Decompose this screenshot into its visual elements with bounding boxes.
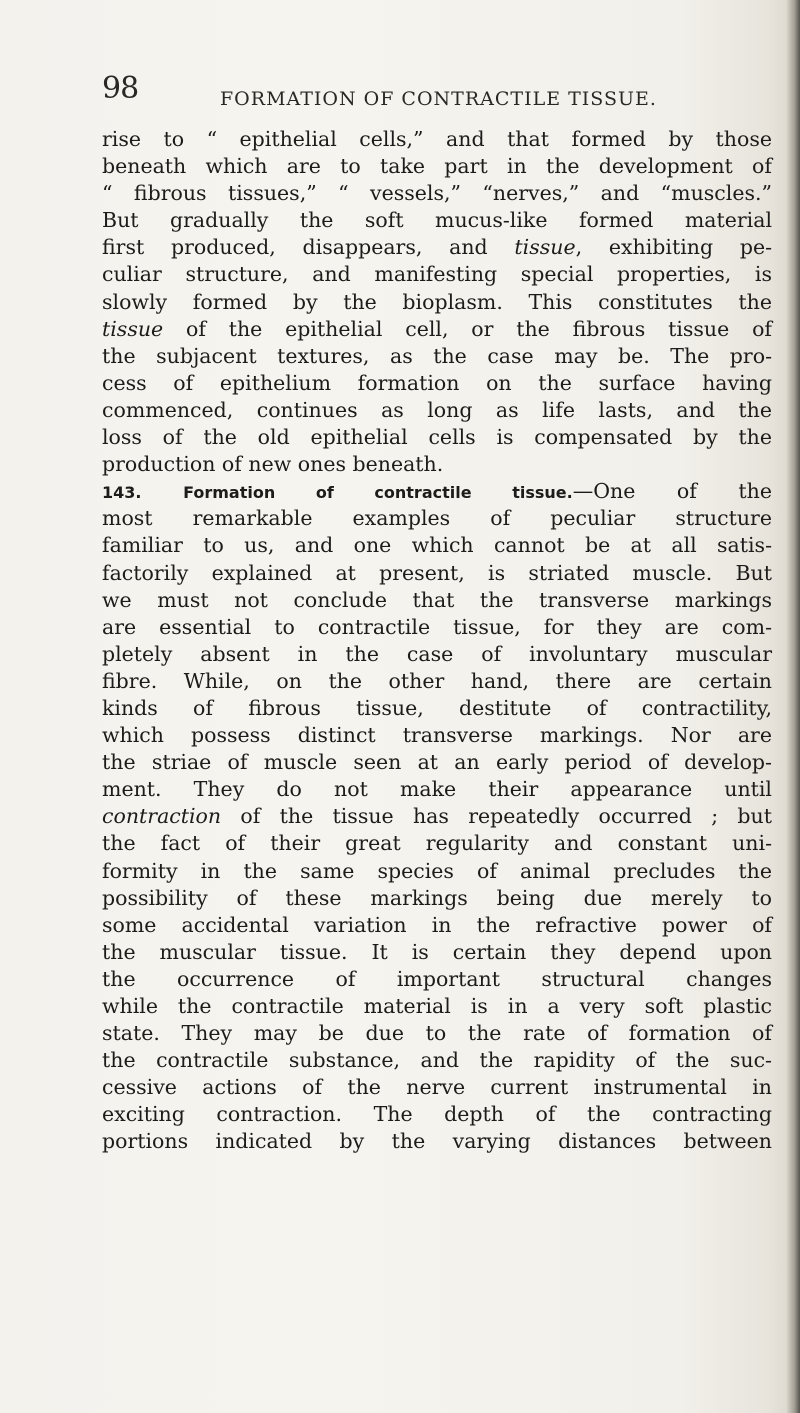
text-line: the contractile substance, and the rapidity of the suc- <box>102 1048 772 1073</box>
text-line: the occurrence of important structural changes <box>102 966 772 991</box>
text-line: we must not conclude that the transverse markings <box>102 587 772 612</box>
text-line: culiar structure, and manifesting special properties, is <box>102 262 772 287</box>
text-line: kinds of fibrous tissue, destitute of contractility, <box>102 695 772 720</box>
text-line: the muscular tissue. It is certain they depend upon <box>102 939 772 964</box>
text-segment: , exhibiting pe- <box>575 235 773 260</box>
text-line <box>102 234 772 261</box>
body-text <box>102 126 772 1156</box>
text-line: loss of the old epithelial cells is compensated by the <box>102 425 772 450</box>
text-line: “ fibrous tissues,” “ vessels,” “nerves,” and “muscles.” <box>102 181 772 206</box>
text-line: pletely absent in the case of involuntary muscular <box>102 641 772 666</box>
italic-term: tissue <box>102 316 164 341</box>
text-line: rise to “ epithelial cells,” and that formed by those <box>102 127 772 151</box>
section-title: Formation of contractile tissue. <box>183 483 573 503</box>
section-number: 143. <box>102 483 142 503</box>
text-line: factorily explained at present, is striated muscle. But <box>102 560 772 585</box>
text-segment: first produced, disappears, and <box>102 235 515 260</box>
text-line: fibre. While, on the other hand, there are certain <box>102 668 772 693</box>
text-line: exciting contraction. The depth of the contracting <box>102 1102 772 1127</box>
text-segment: of the tissue has repeatedly occurred ; but <box>221 804 772 829</box>
text-line: the fact of their great regularity and constant uni- <box>102 831 772 856</box>
text-line: which possess distinct transverse markings. Nor are <box>102 723 772 748</box>
text-line: cess of epithelium formation on the surface having <box>102 370 772 395</box>
page-edge-shadow <box>786 0 800 1413</box>
text-line: the subjacent textures, as the case may be. The pro- <box>102 343 772 368</box>
text-segment: of the epithelial cell, or the fibrous tissue of <box>186 316 772 341</box>
text-line: some accidental variation in the refractive power of <box>102 912 772 937</box>
text-line <box>102 803 772 830</box>
text-line: portions indicated by the varying distances between <box>102 1129 772 1154</box>
text-line: commenced, continues as long as life lasts, and the <box>102 397 772 422</box>
text-line: most remarkable examples of peculiar structure <box>102 506 772 531</box>
text-line <box>102 316 772 343</box>
text-line: while the contractile material is in a very soft plastic <box>102 994 772 1018</box>
text-line: ment. They do not make their appearance until <box>102 777 772 802</box>
text-line: beneath which are to take part in the development of <box>102 154 772 179</box>
text-line: formity in the same species of animal precludes the <box>102 858 772 883</box>
text-line: familiar to us, and one which cannot be at all satis- <box>102 533 772 558</box>
text-line: cessive actions of the nerve current instrumental in <box>102 1075 772 1100</box>
page-number: 98 <box>102 71 139 106</box>
text-line: the striae of muscle seen at an early period of develop- <box>102 750 772 775</box>
text-line: But gradually the soft mucus-like formed material <box>102 208 772 233</box>
text-line: state. They may be due to the rate of formation of <box>102 1021 772 1046</box>
text-line: possibility of these markings being due merely to <box>102 885 772 910</box>
italic-term: tissue <box>514 235 576 260</box>
running-head: FORMATION OF CONTRACTILE TISSUE. <box>220 88 657 110</box>
text-line: slowly formed by the bioplasm. This constitutes the <box>102 289 772 314</box>
text-line: are essential to contractile tissue, for they are com- <box>102 614 772 639</box>
section-heading-line <box>102 478 772 505</box>
text-segment: —One of the <box>572 479 772 504</box>
text-line: production of new ones beneath. <box>102 452 444 477</box>
italic-term: contraction <box>102 804 222 829</box>
